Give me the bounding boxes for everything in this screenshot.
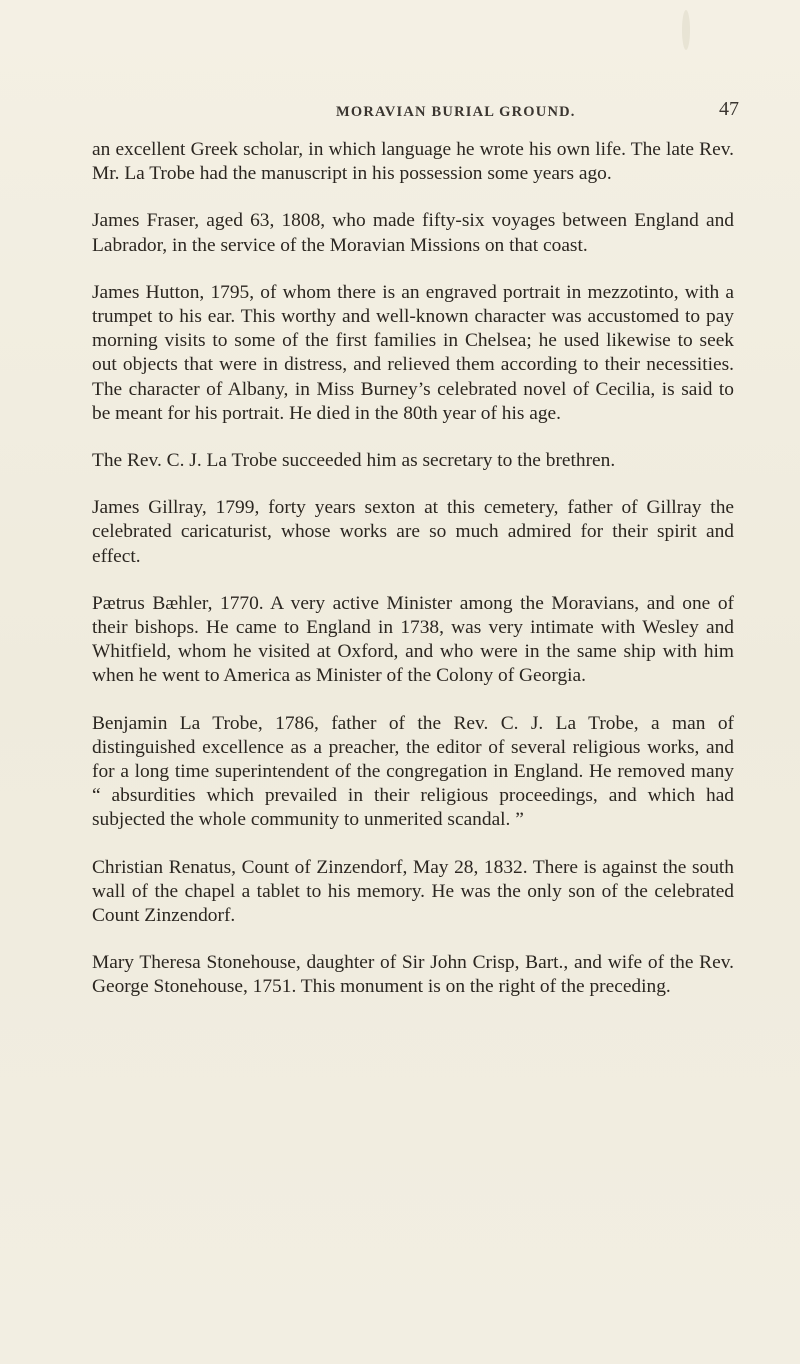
paragraph-la-trobe-secretary: The Rev. C. J. La Trobe succeeded him as secretary to the brethren. — [92, 450, 616, 472]
running-title: MORAVIAN BURIAL GROUND. — [336, 104, 576, 120]
paragraph-petrus-baehler: Pætrus Bæhler, 1770. A very active Minister among the Moravians, and one of their bishops. He came to England in 1738, was very intimate with Wesley and Whitfield, whom he visited at Oxford, and who were in the same ship with him when he went to America as Minister of the Colony of Georgia. — [92, 592, 734, 687]
paragraph-james-gillray: James Gillray, 1799, forty years sexton at this cemetery, father of Gillray the celebrated caricaturist, whose works are so much admired for their spirit and effect. — [92, 497, 734, 567]
paragraph-christian-renatus: Christian Renatus, Count of Zinzendorf, May 28, 1832. There is against the south wall of the chapel a tablet to his memory. He was the only son of the celebrated Count Zinzendorf. — [92, 856, 734, 927]
paper-mark — [682, 10, 690, 50]
paragraph-benjamin-la-trobe: Benjamin La Trobe, 1786, father of the Rev. C. J. La Trobe, a man of distinguished excellence as a preacher, the editor of several religious works, and for a long time superintendent of the congregation in England. He removed many “ absurdities which prevailed in their religious proceedings, and which had subjected the whole community to unmerited scandal. ” — [92, 712, 734, 831]
page-number: 47 — [719, 98, 739, 120]
paragraph-mary-theresa-stonehouse: Mary Theresa Stonehouse, daughter of Sir John Crisp, Bart., and wife of the Rev. George Stonehouse, 1751. This monument is on the right of the preceding. — [92, 952, 734, 998]
body-text — [92, 138, 734, 1023]
paragraph-james-hutton: James Hutton, 1795, of whom there is an engraved portrait in mezzotinto, with a trumpet to his ear. This worthy and well-known character was accustomed to pay morning visits to some of the first families in Chelsea; he used likewise to seek out objects that were in distress, and relieved them according to their necessities. The character of Albany, in Miss Burney’s celebrated novel of Cecilia, is said to be meant for his portrait. He died in the 80th year of his age. — [92, 281, 734, 424]
paragraph-james-fraser: James Fraser, aged 63, 1808, who made fifty-six voyages between England and Labrador, in the service of the Moravian Missions on that coast. — [92, 210, 734, 256]
paragraph-greek-scholar: an excellent Greek scholar, in which language he wrote his own life. The late Rev. Mr. La Trobe had the manuscript in his possession some years ago. — [92, 139, 734, 185]
